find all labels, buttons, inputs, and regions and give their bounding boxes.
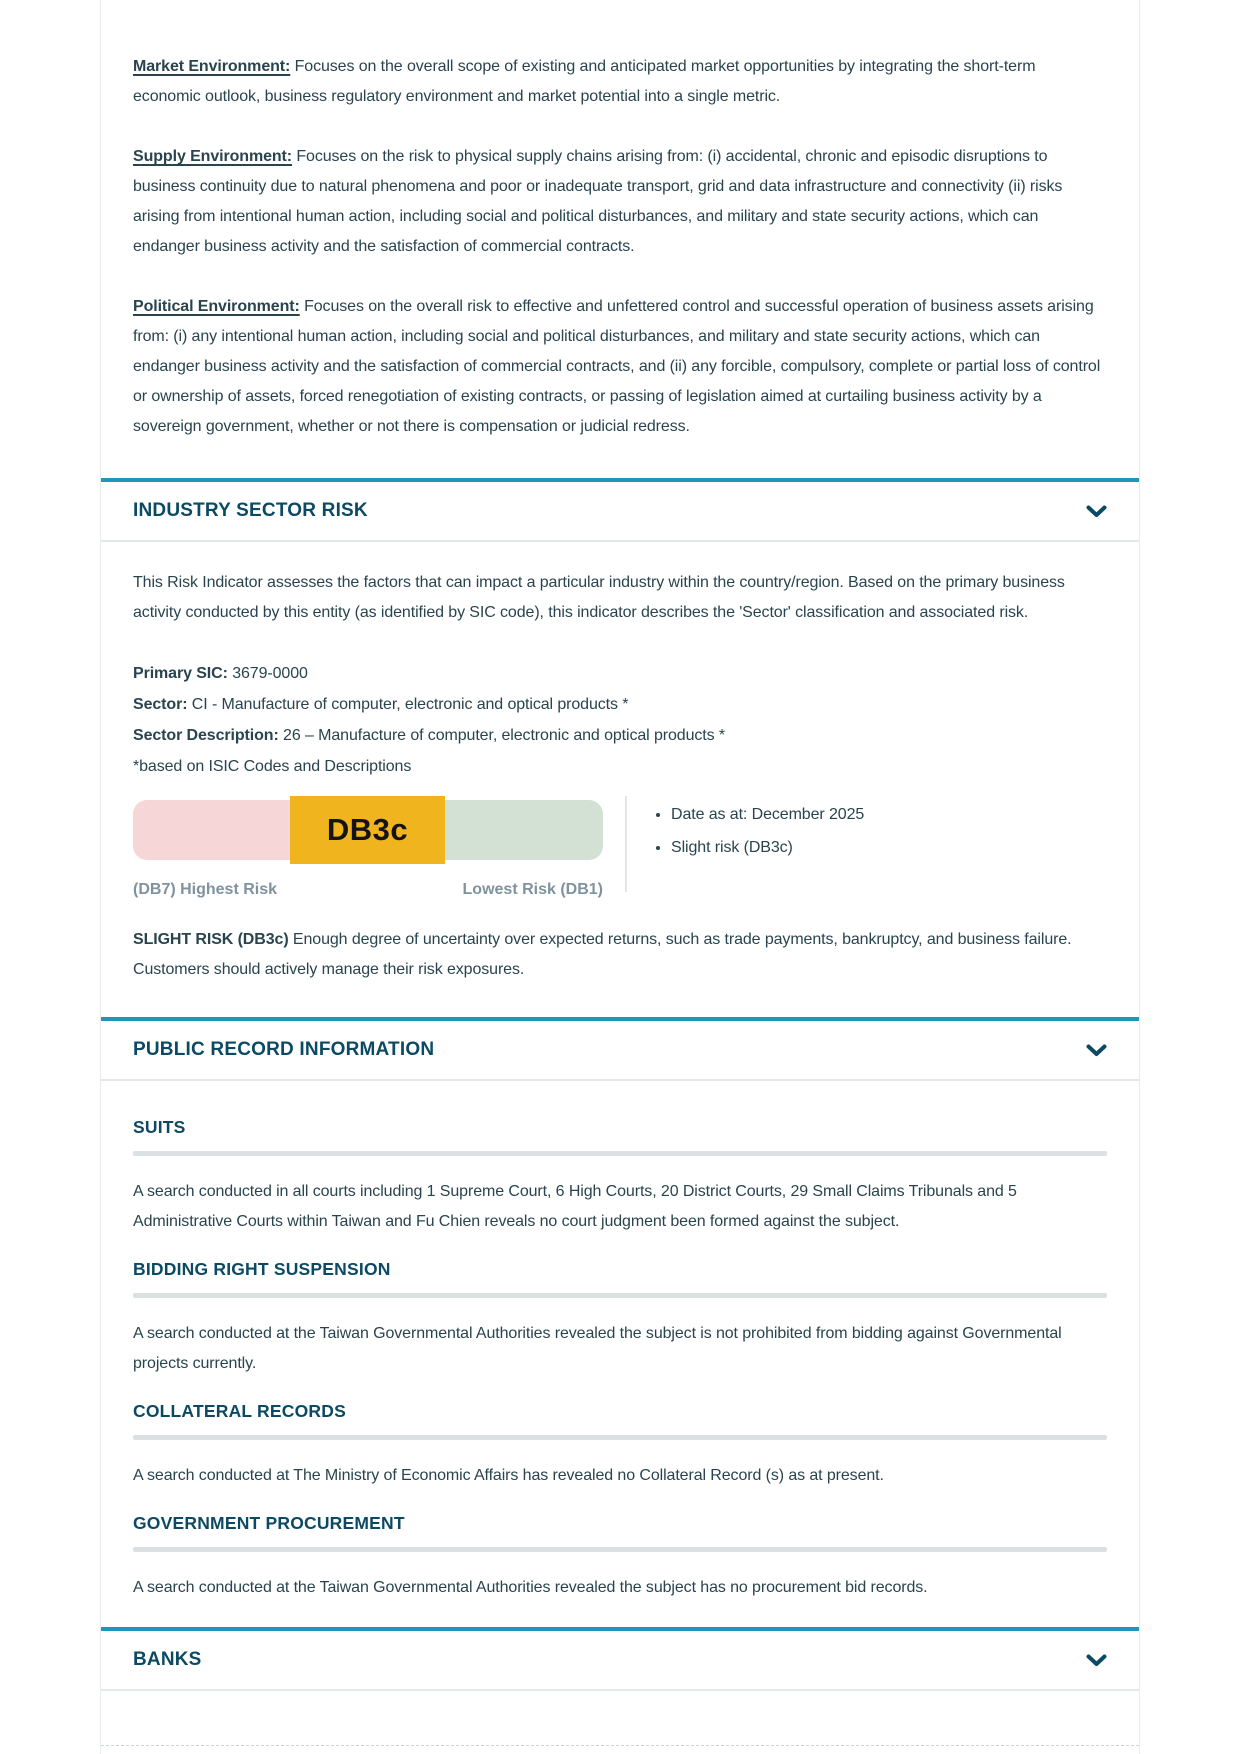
sector-description-row bbox=[133, 720, 1107, 751]
collateral-records-title: COLLATERAL RECORDS bbox=[133, 1401, 346, 1421]
industry-sector-risk-title: INDUSTRY SECTOR RISK bbox=[133, 500, 368, 521]
suits-text: A search conducted in all courts including 1 Supreme Court, 6 High Courts, 20 District Courts, 29 Small Claims Tribunals and 5 Administrative Courts within Taiwan and Fu Chien reveals no court judgment been formed against the subject. bbox=[133, 1183, 1017, 1230]
subsection-rule bbox=[133, 1435, 1107, 1440]
risk-scale-lowest-segment bbox=[445, 800, 603, 860]
risk-scale bbox=[133, 796, 603, 899]
section-industry-sector-risk bbox=[101, 478, 1139, 1017]
public-record-information-title: PUBLIC RECORD INFORMATION bbox=[133, 1039, 435, 1060]
political-environment-text: Focuses on the overall risk to effective and unfettered control and successful operation of business assets arising from: (i) any intentional human action, including social and political disturbances, and military and state security actions, which can endanger business activity and the satisfaction of commercial contracts, and (ii) any forcible, compulsory, complete or partial loss of control or ownership of assets, forced renegotiation of existing contracts, or passing of legislation aimed at curtailing business activity by a sovereign government, whether or not there is compensation or judicial redress. bbox=[133, 298, 1101, 435]
highest-risk-label: (DB7) Highest Risk bbox=[133, 881, 278, 898]
risk-rating-value: DB3c bbox=[326, 812, 409, 847]
risk-level-item: • Slight risk (DB3c) bbox=[671, 831, 864, 864]
suits-title: SUITS bbox=[133, 1117, 186, 1137]
sector-row bbox=[133, 689, 1107, 720]
report-page bbox=[100, 0, 1140, 1754]
banks-title: BANKS bbox=[133, 1649, 202, 1670]
subsection-suits bbox=[133, 1117, 1107, 1237]
page-bottom-divider bbox=[101, 1745, 1139, 1746]
section-public-record-information bbox=[101, 1017, 1139, 1627]
supply-environment-label: Supply Environment: bbox=[133, 148, 292, 165]
supply-environment-definition bbox=[133, 142, 1107, 262]
subsection-rule bbox=[133, 1547, 1107, 1552]
chevron-down-icon[interactable] bbox=[1086, 1044, 1107, 1057]
government-procurement-title: GOVERNMENT PROCUREMENT bbox=[133, 1513, 405, 1533]
isic-footnote: *based on ISIC Codes and Descriptions bbox=[133, 758, 412, 775]
subsection-government-procurement bbox=[133, 1513, 1107, 1603]
risk-scale-labels bbox=[133, 881, 603, 899]
risk-meta-panel bbox=[625, 796, 864, 892]
banks-header[interactable] bbox=[101, 1627, 1139, 1691]
risk-indicator-intro: This Risk Indicator assesses the factors that can impact a particular industry within the country/region. Based on the primary business activity conducted by this entity (as identified by SIC code), this indicator describes the 'Sector' classification and associated risk. bbox=[133, 574, 1065, 621]
sector-value: CI - Manufacture of computer, electronic and optical products * bbox=[191, 696, 629, 713]
government-procurement-text: A search conducted at the Taiwan Governmental Authorities revealed the subject has no procurement bid records. bbox=[133, 1579, 928, 1596]
risk-environment-definitions bbox=[101, 0, 1139, 478]
risk-summary bbox=[133, 925, 1107, 985]
primary-sic-row bbox=[133, 658, 1107, 689]
market-environment-definition bbox=[133, 52, 1107, 112]
risk-scale-bar bbox=[133, 796, 603, 864]
risk-summary-text: Enough degree of uncertainty over expected returns, such as trade payments, bankruptcy, and business failure. Customers should actively manage their risk exposures. bbox=[133, 931, 1072, 978]
public-record-information-header[interactable] bbox=[101, 1017, 1139, 1081]
subsection-collateral-records bbox=[133, 1401, 1107, 1491]
collateral-records-text: A search conducted at The Ministry of Economic Affairs has revealed no Collateral Record (s) as at present. bbox=[133, 1467, 884, 1484]
market-environment-text: Focuses on the overall scope of existing and anticipated market opportunities by integrating the short-term economic outlook, business regulatory environment and market potential into a single metric. bbox=[133, 58, 1036, 105]
section-banks bbox=[101, 1627, 1139, 1754]
public-record-information-body bbox=[101, 1081, 1139, 1627]
subsection-rule bbox=[133, 1293, 1107, 1298]
chevron-down-icon[interactable] bbox=[1086, 505, 1107, 518]
bidding-right-suspension-title: BIDDING RIGHT SUSPENSION bbox=[133, 1259, 391, 1279]
industry-sector-risk-body bbox=[101, 542, 1139, 1017]
risk-date-item: • Date as at: December 2025 bbox=[671, 798, 864, 831]
political-environment-label: Political Environment: bbox=[133, 298, 300, 315]
risk-summary-label: SLIGHT RISK (DB3c) bbox=[133, 931, 289, 948]
risk-rating-badge bbox=[290, 796, 445, 864]
lowest-risk-label: Lowest Risk (DB1) bbox=[462, 881, 603, 898]
supply-environment-text: Focuses on the risk to physical supply chains arising from: (i) accidental, chronic and episodic disruptions to business continuity due to natural phenomena and poor or inadequate transport, grid and data infrastructure and connectivity (ii) risks arising from intentional human action, including social and political disturbances, and military and state security actions, which can endanger business activity and the satisfaction of commercial contracts. bbox=[133, 148, 1063, 255]
chevron-down-icon[interactable] bbox=[1086, 1654, 1107, 1667]
political-environment-definition bbox=[133, 292, 1107, 442]
sector-label: Sector: bbox=[133, 696, 188, 713]
sector-description-label: Sector Description: bbox=[133, 727, 279, 744]
industry-sector-risk-header[interactable] bbox=[101, 478, 1139, 542]
sector-description-value: 26 – Manufacture of computer, electronic and optical products * bbox=[283, 727, 726, 744]
bidding-right-suspension-text: A search conducted at the Taiwan Governmental Authorities revealed the subject is not prohibited from bidding against Governmental projects currently. bbox=[133, 1325, 1062, 1372]
primary-sic-value: 3679-0000 bbox=[232, 665, 308, 682]
market-environment-label: Market Environment: bbox=[133, 58, 291, 75]
primary-sic-label: Primary SIC: bbox=[133, 665, 228, 682]
risk-meta-list bbox=[643, 798, 864, 864]
risk-scale-highest-segment bbox=[133, 800, 290, 860]
risk-scale-row bbox=[133, 796, 1107, 899]
subsection-rule bbox=[133, 1151, 1107, 1156]
subsection-bidding-right-suspension bbox=[133, 1259, 1107, 1379]
